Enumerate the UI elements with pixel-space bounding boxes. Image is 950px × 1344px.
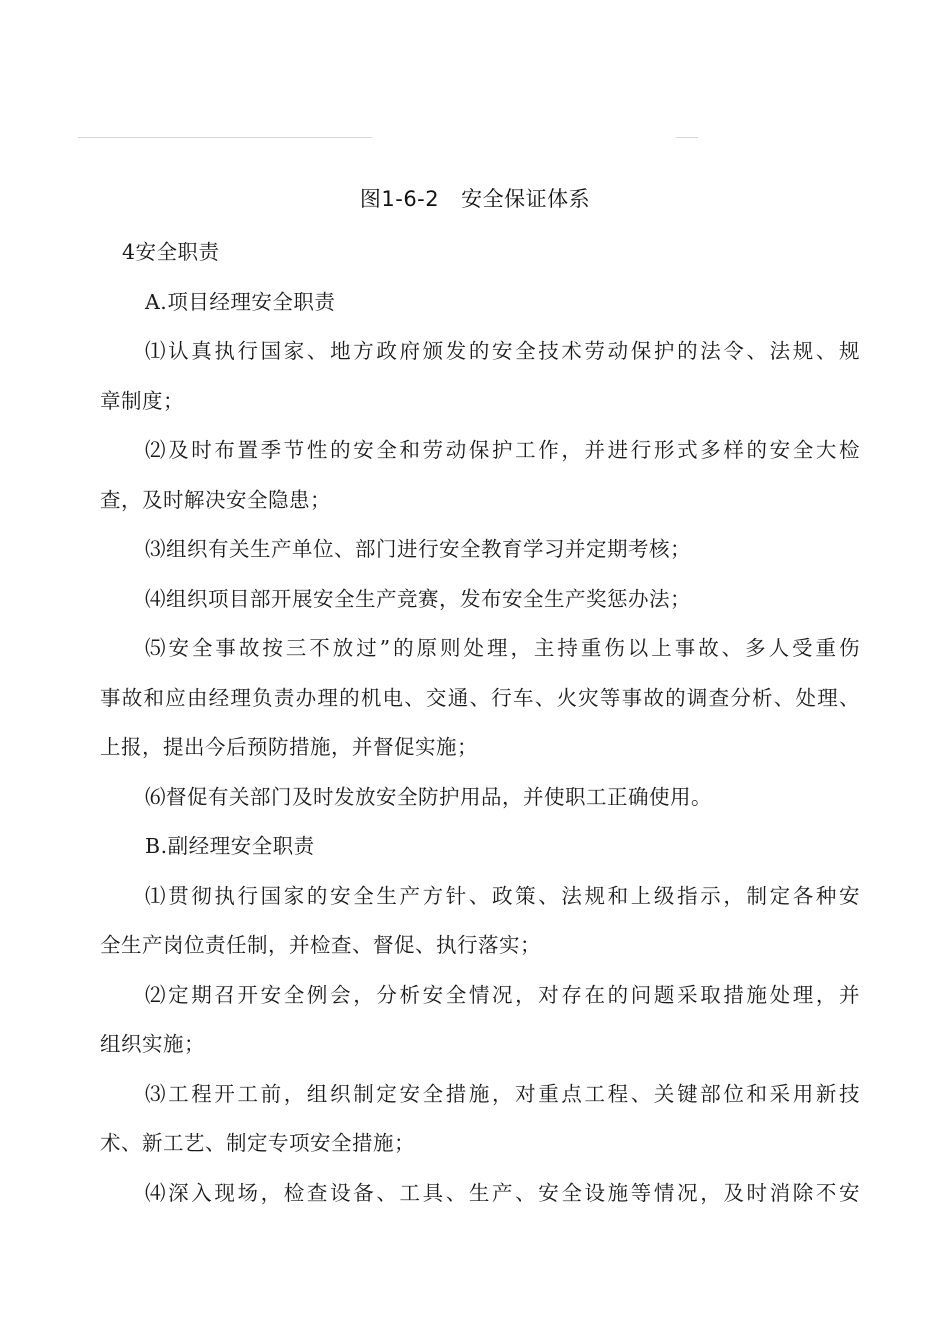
text-line-a1-2: 章制度； <box>100 388 184 413</box>
text-line-sub-b: B.副经理安全职责 <box>145 834 315 858</box>
text-line-a6: ⑹督促有关部门及时发放安全防护用品，并使职工正确使用。 <box>145 784 712 809</box>
figure-number: 图1-6-2 <box>359 187 440 211</box>
text-line-b3-1: ⑶工程开工前，组织制定安全措施，对重点工程、关键部位和采用新技 <box>145 1081 860 1106</box>
text-line-sub-a: A.项目经理安全职责 <box>145 289 336 314</box>
text-line-a4: ⑷组织项目部开展安全生产竞赛，发布安全生产奖惩办法； <box>145 586 691 611</box>
text-line-a5-1: ⑸安全事故按三不放过”的原则处理，主持重伤以上事故、多人受重伤 <box>145 636 860 660</box>
text-line-b1-1: ⑴贯彻执行国家的安全生产方针、政策、法规和上级指示，制定各种安 <box>145 883 860 908</box>
header-rule-right <box>676 137 698 138</box>
text-line-b3-2: 术、新工艺、制定专项安全措施； <box>100 1131 415 1155</box>
text-line-b2-2: 组织实施； <box>100 1032 205 1056</box>
body-text <box>100 228 860 1218</box>
text-line-a2-2: 查，及时解决安全隐患； <box>100 487 331 512</box>
figure-caption <box>0 183 950 213</box>
text-line-b1-2: 全生产岗位责任制，并检查、督促、执行落实； <box>100 933 541 957</box>
text-line-a3: ⑶组织有关生产单位、部门进行安全教育学习并定期考核； <box>145 537 691 561</box>
text-line-a2-1: ⑵及时布置季节性的安全和劳动保护工作，并进行形式多样的安全大检 <box>145 438 860 462</box>
text-line-b2-1: ⑵定期召开安全例会，分析安全情况，对存在的问题采取措施处理，并 <box>145 982 860 1007</box>
text-line-a5-3: 上报，提出今后预防措施，并督促实施； <box>100 735 478 759</box>
figure-title: 安全保证体系 <box>461 187 591 211</box>
text-line-b4-1: ⑷深入现场，检查设备、工具、生产、安全设施等情况，及时消除不安 <box>145 1180 860 1205</box>
text-line-a1-1: ⑴认真执行国家、地方政府颁发的安全技术劳动保护的法令、法规、规 <box>145 339 860 363</box>
text-line-a5-2: 事故和应由经理负责办理的机电、交通、行车、火灾等事故的调查分析、处理、 <box>100 685 860 710</box>
text-line-sec-4: 4安全职责 <box>122 240 220 264</box>
header-rule-left <box>78 137 372 138</box>
